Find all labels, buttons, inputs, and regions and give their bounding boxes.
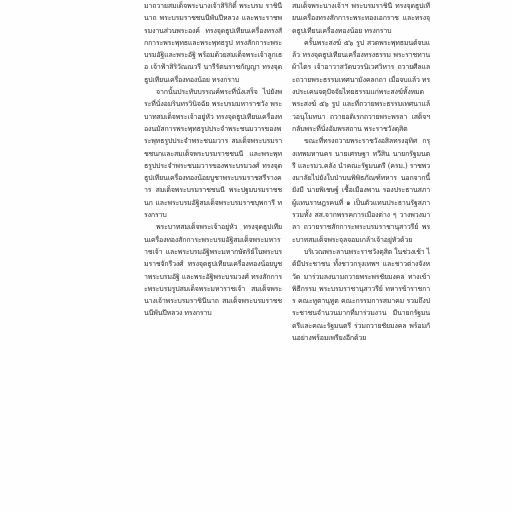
right-paragraph-3: ขณะที่ทรงถวายพระราชวังอสิลทรงอุทิศ กรุงเทพมหานคร นายเศรษฐา ทวีสิน นายกรัฐมนตรี และรมว.คลัง นำคณะรัฐมนตรี (ครม.) ราชพวงมาลัยไปยังใบป่าบนพิพิธภัณฑ์ทหาร นอกจากนี้ยังมี นายพิเชษฐ์ เชื้อเมืองพาน รองประธานสภาผู้แทนราษฎรคนที่ ๑ เป็นตัวแทนประธานรัฐสภา รวมทั้ง สส.จากพรรคการเมืองต่าง ๆ วางพวงมาลา ถวายราชสักการะพระบรมราชานุสาวรีย์ พระบาทสมเด็จพระจุลจอมเกล้าเจ้าอยู่หัวด้วย: [292, 137, 430, 244]
right-paragraph-2: ครั้นพระสงฆ์ ๕๖ รูป สวดพระพุทธมนต์จบแล้ว ทรงจุดธูปเทียนเครื่องทรงธรรม พระราชทานผ้าไตร เจ้าอาวาสวัดบวรนิเวศวิหาร ถวายศีลและถวายพระธรรมเทศนามังคลกถา เมื่อจบแล้ว ทรงประเคนจตุปัจจัยไทยธรรมแก่พระสงฆ์ทั้งหมด พระสงฆ์ ๕๖ รูป และที่ถวายพระธรรมเทศนาแล้วอนุโมทนา ถวายอดิเรกถวายพระพรลา เสด็จฯ กลับพระที่นั่งอัมพรสถาน พระราชวังดุสิต: [292, 38, 430, 133]
left-paragraph-1: มาถวายสมเด็จพระนางเจ้าสิริกิติ์ พระบรม ราชินีนาถ พระบรมราชชนนีพันปีหลวง และพระราชพรมงานส่วนพระองค์ ทรงจุดธูปเทียนเครื่องทรงสักการะพระพุทธและพระพุทธรูป ทรงสักการะพระบรมอัฐิและพระอัฐิ พร้อมด้วยสมเด็จพระเจ้าลูกเธอ เจ้าฟ้าสิริวัณณวรี นารีรัตนราชกัญญา ทรงจุดธูปเทียนเครื่องทองน้อย ทรงกราบ: [144, 2, 282, 84]
right-text-column: [292, 0, 430, 512]
left-paragraph-3: พระบาทสมเด็จพระเจ้าอยู่หัว ทรงจุดธูปเทียนเครื่องทองสักการะพระบรมอัฐิสมเด็จพระมหาราชเจ้า และพระบรมอัฐิพระมหากษัตริย์ในพระบรมราชจักรีวงศ์ ทรงจุดธูปเทียนเครื่องทองน้อยบูชาพระบรมอัฐิ และพระอัฐิพระบรมวงศ์ ทรงสักการะพระบรมรูปสมเด็จพระมหาราชเจ้า สมเด็จพระนางเจ้าพระบรมราชินีนาถ สมเด็จพระบรมราชชนนีพันปีหลวง ทรงกราบ: [144, 223, 282, 318]
left-text-column: [144, 0, 282, 512]
right-paragraph-4: บริเวณพระลานพระราชวังดุสิต ในช่วงเช้า ได้มีประชาชน ทั้งชาวกรุงเทพฯ และชาวต่างจังหวัด มาร่วมลงนามถวายพระพรชัยมงคล ทางเข้าพิธีกรรม พระบรมราชานุสาวรีย์ ทหารข้าราชการ คณะทูตานุทูต คณะกรรมการสมาคม รวมถึงประชาชนจำนวนมากที่มาร่วมงาน มีนายกรัฐมนตรีและคณะรัฐมนตรี ร่วมถวายชัยมงคล พร้อมกันอย่างพร้อมเพรียงอีกด้วย: [292, 247, 430, 343]
left-paragraph-2: จากนั้นประทับบรรณค์พระที่นั่งเสร็จ ไปยังพระที่นั่งอมรินทรวินิจฉัย พระบรมมหาราชวัง พระบาทสมเด็จพระเจ้าอยู่หัว ทรงจุดธูปเทียนเครื่องทองนมัสการพระพุทธรูปประจำพระชนมวารของพระพุทธรูปประจำพระชนมวาร สมเด็จพระบรมราชชนกและสมเด็จพระบรมราชชนนี และพระพุทธรูปประจำพระชนมวารของพระบรมวงศ์ ทรงจุดธูปเทียนเครื่องทองน้อยบูชาพระบรมราชสรีรางคาร สมเด็จพระบรมราชชนนี พระปฐมบรมราชชนก และพระบรมอัฐิสมเด็จพระบรมราชบุพการี ทรงกราบ: [144, 88, 282, 220]
right-paragraph-1: สมเด็จพระนางเจ้าฯ พระบรมราชินี ทรงจุดธูปเทียนเครื่องทรงสักการะพระทองเอกราช และทรงจุดธูปเทียนเครื่องทองน้อย ทรงกราบ: [292, 2, 430, 35]
